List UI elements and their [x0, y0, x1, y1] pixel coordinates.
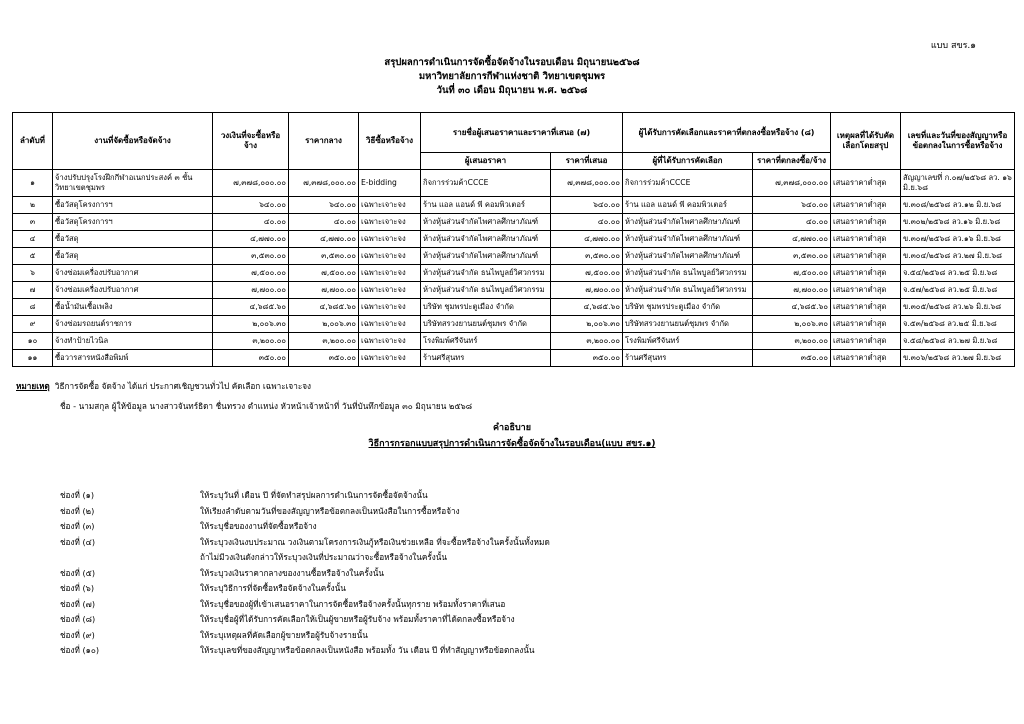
cell-agreed-price: ๓๕๐.๐๐	[753, 350, 831, 367]
cell-winner: ร้าน แอล แอนด์ พี คอมพิวเตอร์	[623, 197, 753, 214]
instruction-text: ให้ระบุวงเงินงบประมาณ วงเงินตามโครงการเงินกู้หรือเงินช่วยเหลือ ที่จะซื้อหรือจ้างในครั้งนั้นทั้งหมด	[200, 536, 550, 547]
instruction-label: ช่องที่ (๔)	[60, 536, 96, 547]
cell-bidder: โรงพิมพ์ศรีจันทร์	[421, 333, 551, 350]
remark-text: วิธีการจัดซื้อ จัดจ้าง ได้แก่ ประกาศเชิญชวนทั่วไป คัดเลือก เฉพาะเจาะจง	[54, 381, 312, 391]
instruction-label	[60, 550, 200, 566]
procurement-table	[12, 112, 1015, 367]
cell-bidder: กิจการร่วมค้าCCCE	[421, 170, 551, 197]
cell-item: ซื้อน้ำมันเชื้อเพลิง	[53, 299, 213, 316]
cell-no: ๑๑	[13, 350, 53, 367]
cell-method: เฉพาะเจาะจง	[359, 333, 421, 350]
cell-agreed-price: ๔๐.๐๐	[753, 214, 831, 231]
instruction-text: ให้ระบุชื่อของผู้ที่เข้าเสนอราคาในการจัดซื้อหรือจ้างครั้งนั้นทุกราย พร้อมทั้งราคาที่เสนอ	[200, 598, 506, 609]
explain-subtitle: วิธีการกรอกแบบสรุปการดำเนินการจัดซื้อจัดจ้างในรอบเดือน(แบบ สขร.๑)	[368, 439, 656, 449]
cell-bid-price: ๓,๒๐๐.๐๐	[551, 333, 623, 350]
table-row	[13, 316, 1015, 333]
cell-bid-price: ๗,๕๐๐.๐๐	[551, 265, 623, 282]
instruction-item	[60, 535, 960, 551]
cell-method: เฉพาะเจาะจง	[359, 316, 421, 333]
instruction-label: ช่องที่ (๗)	[60, 598, 96, 609]
cell-bid-price: ๗,๗๐๐.๐๐	[551, 282, 623, 299]
cell-contract: จ.๕๘/๒๕๖๘ ลว.๒๗ มิ.ย.๖๘	[901, 333, 1015, 350]
cell-median: ๓,๕๓๐.๐๐	[289, 248, 359, 265]
table-row	[13, 214, 1015, 231]
cell-budget: ๖๔๐.๐๐	[213, 197, 289, 214]
header-no: ลำดับที่	[13, 113, 53, 170]
form-code: แบบ สขร.๑	[930, 41, 976, 51]
cell-no: ๑๐	[13, 333, 53, 350]
instruction-item	[60, 488, 960, 504]
table-row	[13, 170, 1015, 197]
table-row	[13, 350, 1015, 367]
instruction-label: ช่องที่ (๖)	[60, 583, 95, 593]
instruction-item	[60, 628, 960, 644]
cell-bidder: ห้างหุ้นส่วนจำกัดไพศาลศึกษาภัณฑ์	[421, 231, 551, 248]
cell-winner: บริษัท ชุมพรประตูเมือง จำกัด	[623, 299, 753, 316]
cell-median: ๔,๖๘๕.๖๐	[289, 299, 359, 316]
cell-reason: เสนอราคาต่ำสุด	[831, 214, 901, 231]
cell-item: จ้างทำป้ายไวนิล	[53, 333, 213, 350]
cell-contract: จ.๕๔/๒๕๖๘ ลว.๒๕ มิ.ย.๖๘	[901, 265, 1015, 282]
cell-no: ๖	[13, 265, 53, 282]
cell-method: เฉพาะเจาะจง	[359, 282, 421, 299]
cell-method: เฉพาะเจาะจง	[359, 231, 421, 248]
cell-winner: ห้างหุ้นส่วนจำกัด ธนไพบูลย์วิศวกรรม	[623, 282, 753, 299]
table-row	[13, 265, 1015, 282]
cell-item: ซื้อวัสดุโครงการฯ	[53, 197, 213, 214]
cell-reason: เสนอราคาต่ำสุด	[831, 333, 901, 350]
header-method: วิธีซื้อหรือจ้าง	[359, 113, 421, 170]
cell-agreed-price: ๔,๗๗๐.๐๐	[753, 231, 831, 248]
cell-agreed-price: ๗,๗๐๐.๐๐	[753, 282, 831, 299]
instruction-item	[60, 566, 960, 582]
cell-agreed-price: ๖๔๐.๐๐	[753, 197, 831, 214]
cell-reason: เสนอราคาต่ำสุด	[831, 170, 901, 197]
cell-median: ๔,๗๗๐.๐๐	[289, 231, 359, 248]
header-reason: เหตุผลที่ได้รับคัดเลือกโดยสรุป	[831, 113, 901, 170]
cell-contract: ข.๓๐๒/๒๕๖๘ ลว.๑๖ มิ.ย.๖๘	[901, 214, 1015, 231]
instruction-label: ช่องที่ (๓)	[60, 521, 95, 531]
cell-reason: เสนอราคาต่ำสุด	[831, 248, 901, 265]
cell-reason: เสนอราคาต่ำสุด	[831, 299, 901, 316]
cell-item: จ้างซ่อมเครื่องปรับอากาศ	[53, 265, 213, 282]
instruction-item	[60, 519, 960, 535]
cell-method: เฉพาะเจาะจง	[359, 299, 421, 316]
cell-bidder: ห้างหุ้นส่วนจำกัด ธนไพบูลย์วิศวกรรม	[421, 265, 551, 282]
cell-bidder: ห้างหุ้นส่วนจำกัดไพศาลศึกษาภัณฑ์	[421, 248, 551, 265]
instruction-label: ช่องที่ (๑)	[60, 490, 95, 500]
title-line-2: มหาวิทยาลัยการกีฬาแห่งชาติ วิทยาเขตชุมพร	[418, 71, 606, 82]
cell-reason: เสนอราคาต่ำสุด	[831, 350, 901, 367]
instructions-list	[60, 488, 960, 659]
cell-item: ซื้อวัสดุโครงการฯ	[53, 214, 213, 231]
cell-contract: ข.๓๐๔/๒๕๖๘ ลว.๒๗ มิ.ย.๖๘	[901, 248, 1015, 265]
instruction-text: ให้ระบุชื่อของงานที่จัดซื้อหรือจ้าง	[200, 521, 317, 531]
cell-method: เฉพาะเจาะจง	[359, 197, 421, 214]
header-bidder: ผู้เสนอราคา	[421, 153, 551, 170]
cell-bidder: ร้านศรีสุนทร	[421, 350, 551, 367]
instruction-label: ช่องที่ (๑๐)	[60, 645, 100, 655]
cell-bid-price: ๔,๗๗๐.๐๐	[551, 231, 623, 248]
cell-bidder: ห้างหุ้นส่วนจำกัดไพศาลศึกษาภัณฑ์	[421, 214, 551, 231]
cell-median: ๗,๓๗๘,๐๐๐.๐๐	[289, 170, 359, 197]
instruction-label: ช่องที่ (๙)	[60, 629, 95, 640]
cell-reason: เสนอราคาต่ำสุด	[831, 316, 901, 333]
instruction-label: ช่องที่ (๕)	[60, 567, 96, 578]
cell-winner: ห้างหุ้นส่วนจำกัดไพศาลศึกษาภัณฑ์	[623, 248, 753, 265]
instruction-text: ให้ระบุชื่อผู้ที่ได้รับการคัดเลือกให้เป็นผู้ขายหรือผู้รับจ้าง พร้อมทั้งราคาที่ได้ตกลงซื้อหรือจ้าง	[200, 614, 515, 624]
cell-no: ๔	[13, 231, 53, 248]
cell-budget: ๔,๗๗๐.๐๐	[213, 231, 289, 248]
cell-method: เฉพาะเจาะจง	[359, 265, 421, 282]
header-budget: วงเงินที่จะซื้อหรือจ้าง	[213, 113, 289, 170]
explain-title: คำอธิบาย	[492, 423, 531, 433]
cell-agreed-price: ๔,๖๘๕.๖๐	[753, 299, 831, 316]
cell-agreed-price: ๗,๓๗๘,๐๐๐.๐๐	[753, 170, 831, 197]
header-selected-group: ผู้ได้รับการคัดเลือกและราคาที่ตกลงซื้อหรือจ้าง (๘)	[623, 113, 831, 153]
instruction-item	[60, 550, 960, 566]
cell-reason: เสนอราคาต่ำสุด	[831, 197, 901, 214]
cell-budget: ๗,๕๐๐.๐๐	[213, 265, 289, 282]
cell-bidder: ร้าน แอล แอนด์ พี คอมพิวเตอร์	[421, 197, 551, 214]
table-row	[13, 299, 1015, 316]
cell-agreed-price: ๒,๐๐๖.๓๐	[753, 316, 831, 333]
cell-method: เฉพาะเจาะจง	[359, 214, 421, 231]
cell-no: ๕	[13, 248, 53, 265]
table-row	[13, 282, 1015, 299]
cell-winner: กิจการร่วมค้าCCCE	[623, 170, 753, 197]
header-contract: เลขที่และวันที่ของสัญญาหรือข้อตกลงในการซื้อหรือจ้าง	[901, 113, 1015, 170]
document-header	[0, 56, 1024, 98]
cell-median: ๓,๒๐๐.๐๐	[289, 333, 359, 350]
cell-no: ๗	[13, 282, 53, 299]
cell-method: เฉพาะเจาะจง	[359, 350, 421, 367]
cell-bid-price: ๒,๐๐๖.๓๐	[551, 316, 623, 333]
cell-median: ๗,๕๐๐.๐๐	[289, 265, 359, 282]
cell-budget: ๓,๕๓๐.๐๐	[213, 248, 289, 265]
instruction-text: ให้ระบุวันที่ เดือน ปี ที่จัดทำสรุปผลการดำเนินการจัดซื้อจัดจ้างนั้น	[200, 490, 428, 500]
cell-median: ๗,๗๐๐.๐๐	[289, 282, 359, 299]
cell-budget: ๔,๖๘๕.๖๐	[213, 299, 289, 316]
cell-median: ๔๐.๐๐	[289, 214, 359, 231]
instruction-text: ให้ระบุเหตุผลที่คัดเลือกผู้ขายหรือผู้รับจ้างรายนั้น	[200, 629, 368, 640]
instruction-label: ช่องที่ (๒)	[60, 505, 95, 516]
cell-reason: เสนอราคาต่ำสุด	[831, 265, 901, 282]
cell-no: ๒	[13, 197, 53, 214]
cell-budget: ๗,๓๗๘,๐๐๐.๐๐	[213, 170, 289, 197]
cell-method: E-bidding	[359, 170, 421, 197]
cell-no: ๓	[13, 214, 53, 231]
title-line-3: วันที่ ๓๐ เดือน มิถุนายน พ.ศ. ๒๕๖๘	[436, 85, 588, 96]
cell-bidder: ห้างหุ้นส่วนจำกัด ธนไพบูลย์วิศวกรรม	[421, 282, 551, 299]
cell-bid-price: ๓,๕๓๐.๐๐	[551, 248, 623, 265]
cell-no: ๑	[13, 170, 53, 197]
header-agreed-price: ราคาที่ตกลงซื้อ/จ้าง	[753, 153, 831, 170]
instruction-item	[60, 597, 960, 613]
cell-no: ๙	[13, 316, 53, 333]
cell-winner: โรงพิมพ์ศรีจันทร์	[623, 333, 753, 350]
cell-bidder: บริษัทสรวงยานยนต์ชุมพร จำกัด	[421, 316, 551, 333]
header-median: ราคากลาง	[289, 113, 359, 170]
cell-bid-price: ๔,๖๘๕.๖๐	[551, 299, 623, 316]
instruction-label: ช่องที่ (๘)	[60, 614, 96, 624]
cell-winner: ห้างหุ้นส่วนจำกัดไพศาลศึกษาภัณฑ์	[623, 214, 753, 231]
instruction-item	[60, 581, 960, 597]
instruction-item	[60, 612, 960, 628]
header-item: งานที่จัดซื้อหรือจัดจ้าง	[53, 113, 213, 170]
instruction-item	[60, 643, 960, 659]
cell-contract: จ.๕๗/๒๕๖๘ ลว.๒๕ มิ.ย.๖๘	[901, 282, 1015, 299]
cell-budget: ๒,๐๐๖.๓๐	[213, 316, 289, 333]
cell-contract: จ.๕๓/๒๕๖๘ ลว.๒๕ มิ.ย.๖๘	[901, 316, 1015, 333]
cell-median: ๓๕๐.๐๐	[289, 350, 359, 367]
table-row	[13, 248, 1015, 265]
cell-budget: ๔๐.๐๐	[213, 214, 289, 231]
header-bidders-group: รายชื่อผู้เสนอราคาและราคาที่เสนอ (๗)	[421, 113, 623, 153]
table-row	[13, 333, 1015, 350]
cell-contract: สัญญาเลขที่ ก.๐๗/๒๕๖๘ ลว. ๑๖ มิ.ย.๖๘	[901, 170, 1015, 197]
cell-bid-price: ๖๔๐.๐๐	[551, 197, 623, 214]
header-winner: ผู้ที่ได้รับการคัดเลือก	[623, 153, 753, 170]
remark	[16, 380, 311, 393]
cell-median: ๒,๐๐๖.๓๐	[289, 316, 359, 333]
cell-item: จ้างซ่อมเครื่องปรับอากาศ	[53, 282, 213, 299]
cell-agreed-price: ๗,๕๐๐.๐๐	[753, 265, 831, 282]
cell-reason: เสนอราคาต่ำสุด	[831, 231, 901, 248]
cell-bid-price: ๗,๓๗๘,๐๐๐.๐๐	[551, 170, 623, 197]
cell-item: ซื้อวารสารหนังสือพิมพ์	[53, 350, 213, 367]
header-bid-price: ราคาที่เสนอ	[551, 153, 623, 170]
cell-bid-price: ๓๕๐.๐๐	[551, 350, 623, 367]
instruction-text: ให้ระบุวงเงินราคากลางของงานซื้อหรือจ้างในครั้งนั้น	[200, 567, 384, 578]
instruction-text: ให้เรียงลำดับตามวันที่ของสัญญาหรือข้อตกลงเป็นหนังสือในการซื้อหรือจ้าง	[200, 505, 460, 516]
cell-budget: ๓๕๐.๐๐	[213, 350, 289, 367]
title-line-1: สรุปผลการดำเนินการจัดซื้อจัดจ้างในรอบเดือน มิถุนายน๒๕๖๘	[384, 57, 640, 68]
cell-contract: ข.๓๐๖/๒๕๖๘ ลว.๒๗ มิ.ย.๖๘	[901, 350, 1015, 367]
cell-method: เฉพาะเจาะจง	[359, 248, 421, 265]
cell-bid-price: ๔๐.๐๐	[551, 214, 623, 231]
cell-median: ๖๔๐.๐๐	[289, 197, 359, 214]
cell-budget: ๗,๗๐๐.๐๐	[213, 282, 289, 299]
cell-contract: ข.๓๐๕/๒๕๖๘ ลว.๒๖ มิ.ย.๖๘	[901, 299, 1015, 316]
cell-item: จ้างซ่อมรถยนต์ราชการ	[53, 316, 213, 333]
cell-agreed-price: ๓,๒๐๐.๐๐	[753, 333, 831, 350]
cell-no: ๘	[13, 299, 53, 316]
instruction-text: ให้ระบุวิธีการที่จัดซื้อหรือจัดจ้างในครั้งนั้น	[200, 583, 346, 593]
cell-winner: บริษัทสรวงยานยนต์ชุมพร จำกัด	[623, 316, 753, 333]
instruction-item	[60, 504, 960, 520]
cell-winner: ห้างหุ้นส่วนจำกัด ธนไพบูลย์วิศวกรรม	[623, 265, 753, 282]
cell-item: ซื้อวัสดุ	[53, 231, 213, 248]
cell-budget: ๓,๒๐๐.๐๐	[213, 333, 289, 350]
table-row	[13, 231, 1015, 248]
signer-info: ชื่อ - นามสกุล ผู้ให้ข้อมูล นางสาวจันทร์ธิดา ชื่นทรวง ตำแหน่ง หัวหน้าเจ้าหน้าที่ วันที่บันทึกข้อมูล ๓๐ มิถุนายน ๒๕๖๘	[60, 401, 473, 411]
cell-contract: ข.๓๐๘/๒๕๖๘ ลว.๑๒ มิ.ย.๖๘	[901, 197, 1015, 214]
instruction-text: ให้ระบุเลขที่ของสัญญาหรือข้อตกลงเป็นหนังสือ พร้อมทั้ง วัน เดือน ปี ที่ทำสัญญาหรือข้อตกลงนั้น	[200, 645, 535, 655]
instruction-text: ถ้าไม่มีวงเงินดังกล่าวให้ระบุวงเงินที่ประมาณว่าจะซื้อหรือจ้างในครั้งนั้น	[200, 552, 447, 562]
cell-winner: ห้างหุ้นส่วนจำกัดไพศาลศึกษาภัณฑ์	[623, 231, 753, 248]
cell-reason: เสนอราคาต่ำสุด	[831, 282, 901, 299]
cell-bidder: บริษัท ชุมพรปะตูเมือง จำกัด	[421, 299, 551, 316]
cell-item: ซื้อวัสดุ	[53, 248, 213, 265]
cell-agreed-price: ๓,๕๓๐.๐๐	[753, 248, 831, 265]
cell-contract: ข.๓๐๗/๒๕๖๘ ลว.๑๖ มิ.ย.๖๘	[901, 231, 1015, 248]
remark-label: หมายเหตุ	[16, 381, 50, 391]
table-row	[13, 197, 1015, 214]
cell-item: จ้างปรับปรุงโรงฝึกกีฬาอเนกประสงค์ ๓ ชั้น วิทยาเขตชุมพร	[53, 170, 213, 197]
cell-winner: ร้านศรีสุนทร	[623, 350, 753, 367]
